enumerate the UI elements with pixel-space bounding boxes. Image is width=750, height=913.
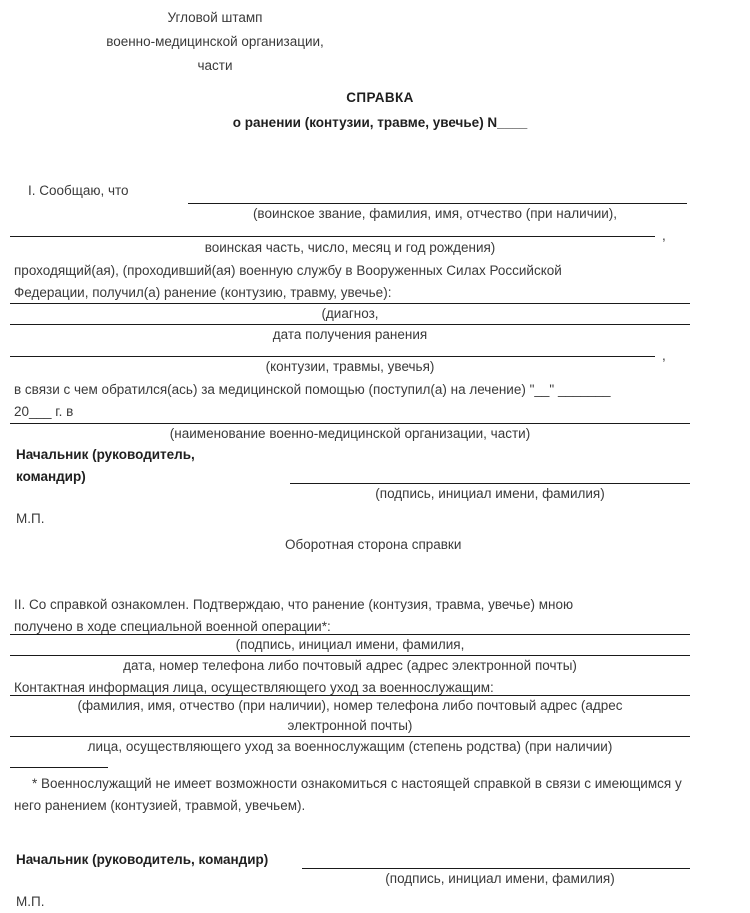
caregiver-intro: Контактная информация лица, осуществляющего уход за военнослужащим: bbox=[14, 680, 494, 695]
caption-caregiver-2: электронной почты) bbox=[287, 718, 413, 733]
section-one-body-line-4: 20___ г. в bbox=[14, 404, 74, 419]
document-title-block bbox=[180, 88, 580, 134]
stamp-line-3: части bbox=[197, 58, 233, 73]
caption-date-contact: дата, номер телефона либо почтовый адрес (адрес электронной почты) bbox=[123, 658, 577, 673]
section-one-body-line-3: в связи с чем обратился(ась) за медицинской помощью (поступил(а) на лечение) "__" _______ bbox=[14, 382, 611, 397]
seal-mark-one: М.П. bbox=[16, 511, 45, 526]
caption-signature-two: (подпись, инициал имени, фамилия, bbox=[235, 637, 465, 652]
footnote-separator bbox=[10, 767, 108, 768]
comma-tick-unit: , bbox=[662, 228, 666, 243]
caption-rank-name: (воинское звание, фамилия, имя, отчество (при наличии), bbox=[252, 206, 618, 221]
caption-organization: (наименование военно-медицинской организации, части) bbox=[169, 426, 531, 441]
section-one-body-line-2: Федерации, получил(а) ранение (контузию, травму, увечье): bbox=[14, 285, 392, 300]
field-rule-unit-birth[interactable] bbox=[10, 236, 655, 237]
section-one-body-line-1: проходящий(ая), (проходивший(ая) военную службу в Вооруженных Силах Российской bbox=[14, 263, 562, 278]
caption-signature-one: (подпись, инициал имени, фамилия) bbox=[375, 486, 605, 501]
caption-wound-date: дата получения ранения bbox=[272, 327, 428, 342]
page-subtitle: о ранении (контузии, травме, увечье) N____ bbox=[232, 115, 528, 130]
footnote-line-1: * Военнослужащий не имеет возможности ознакомиться с настоящей справкой в связи с имеющимся у bbox=[32, 776, 682, 791]
comma-tick-contusion: , bbox=[662, 348, 666, 363]
caption-signature-final: (подпись, инициал имени, фамилия) bbox=[385, 871, 615, 886]
section-one-signer-line-1: Начальник (руководитель, bbox=[16, 447, 195, 462]
section-one-intro: I. Сообщаю, что bbox=[28, 183, 129, 198]
caption-diagnosis: (диагноз, bbox=[321, 306, 379, 321]
section-one-signer-line-2: командир) bbox=[16, 469, 86, 484]
seal-mark-two: М.П. bbox=[16, 894, 45, 909]
stamp-line-1: Угловой штамп bbox=[167, 10, 263, 25]
caption-unit-birth: воинская часть, число, месяц и год рождения) bbox=[204, 240, 496, 255]
stamp-line-2: военно-медицинской организации, bbox=[106, 34, 324, 49]
caption-caregiver-1: (фамилия, имя, отчество (при наличии), номер телефона либо почтовый адрес (адрес bbox=[77, 698, 623, 713]
caption-caregiver-3: лица, осуществляющего уход за военнослужащим (степень родства) (при наличии) bbox=[87, 739, 613, 754]
caption-contusion: (контузии, травмы, увечья) bbox=[265, 359, 435, 374]
corner-stamp-block bbox=[60, 6, 370, 78]
page-title: СПРАВКА bbox=[346, 90, 414, 105]
reverse-side-label: Оборотная сторона справки bbox=[285, 537, 462, 552]
section-two-signer: Начальник (руководитель, командир) bbox=[16, 852, 269, 867]
section-two-intro-line-1: II. Со справкой ознакомлен. Подтверждаю, что ранение (контузия, травма, увечье) мною bbox=[14, 597, 574, 612]
section-two-intro-line-2: получено в ходе специальной военной операции*: bbox=[14, 619, 331, 634]
footnote-line-2: него ранением (контузией, травмой, увечьем). bbox=[14, 798, 306, 813]
